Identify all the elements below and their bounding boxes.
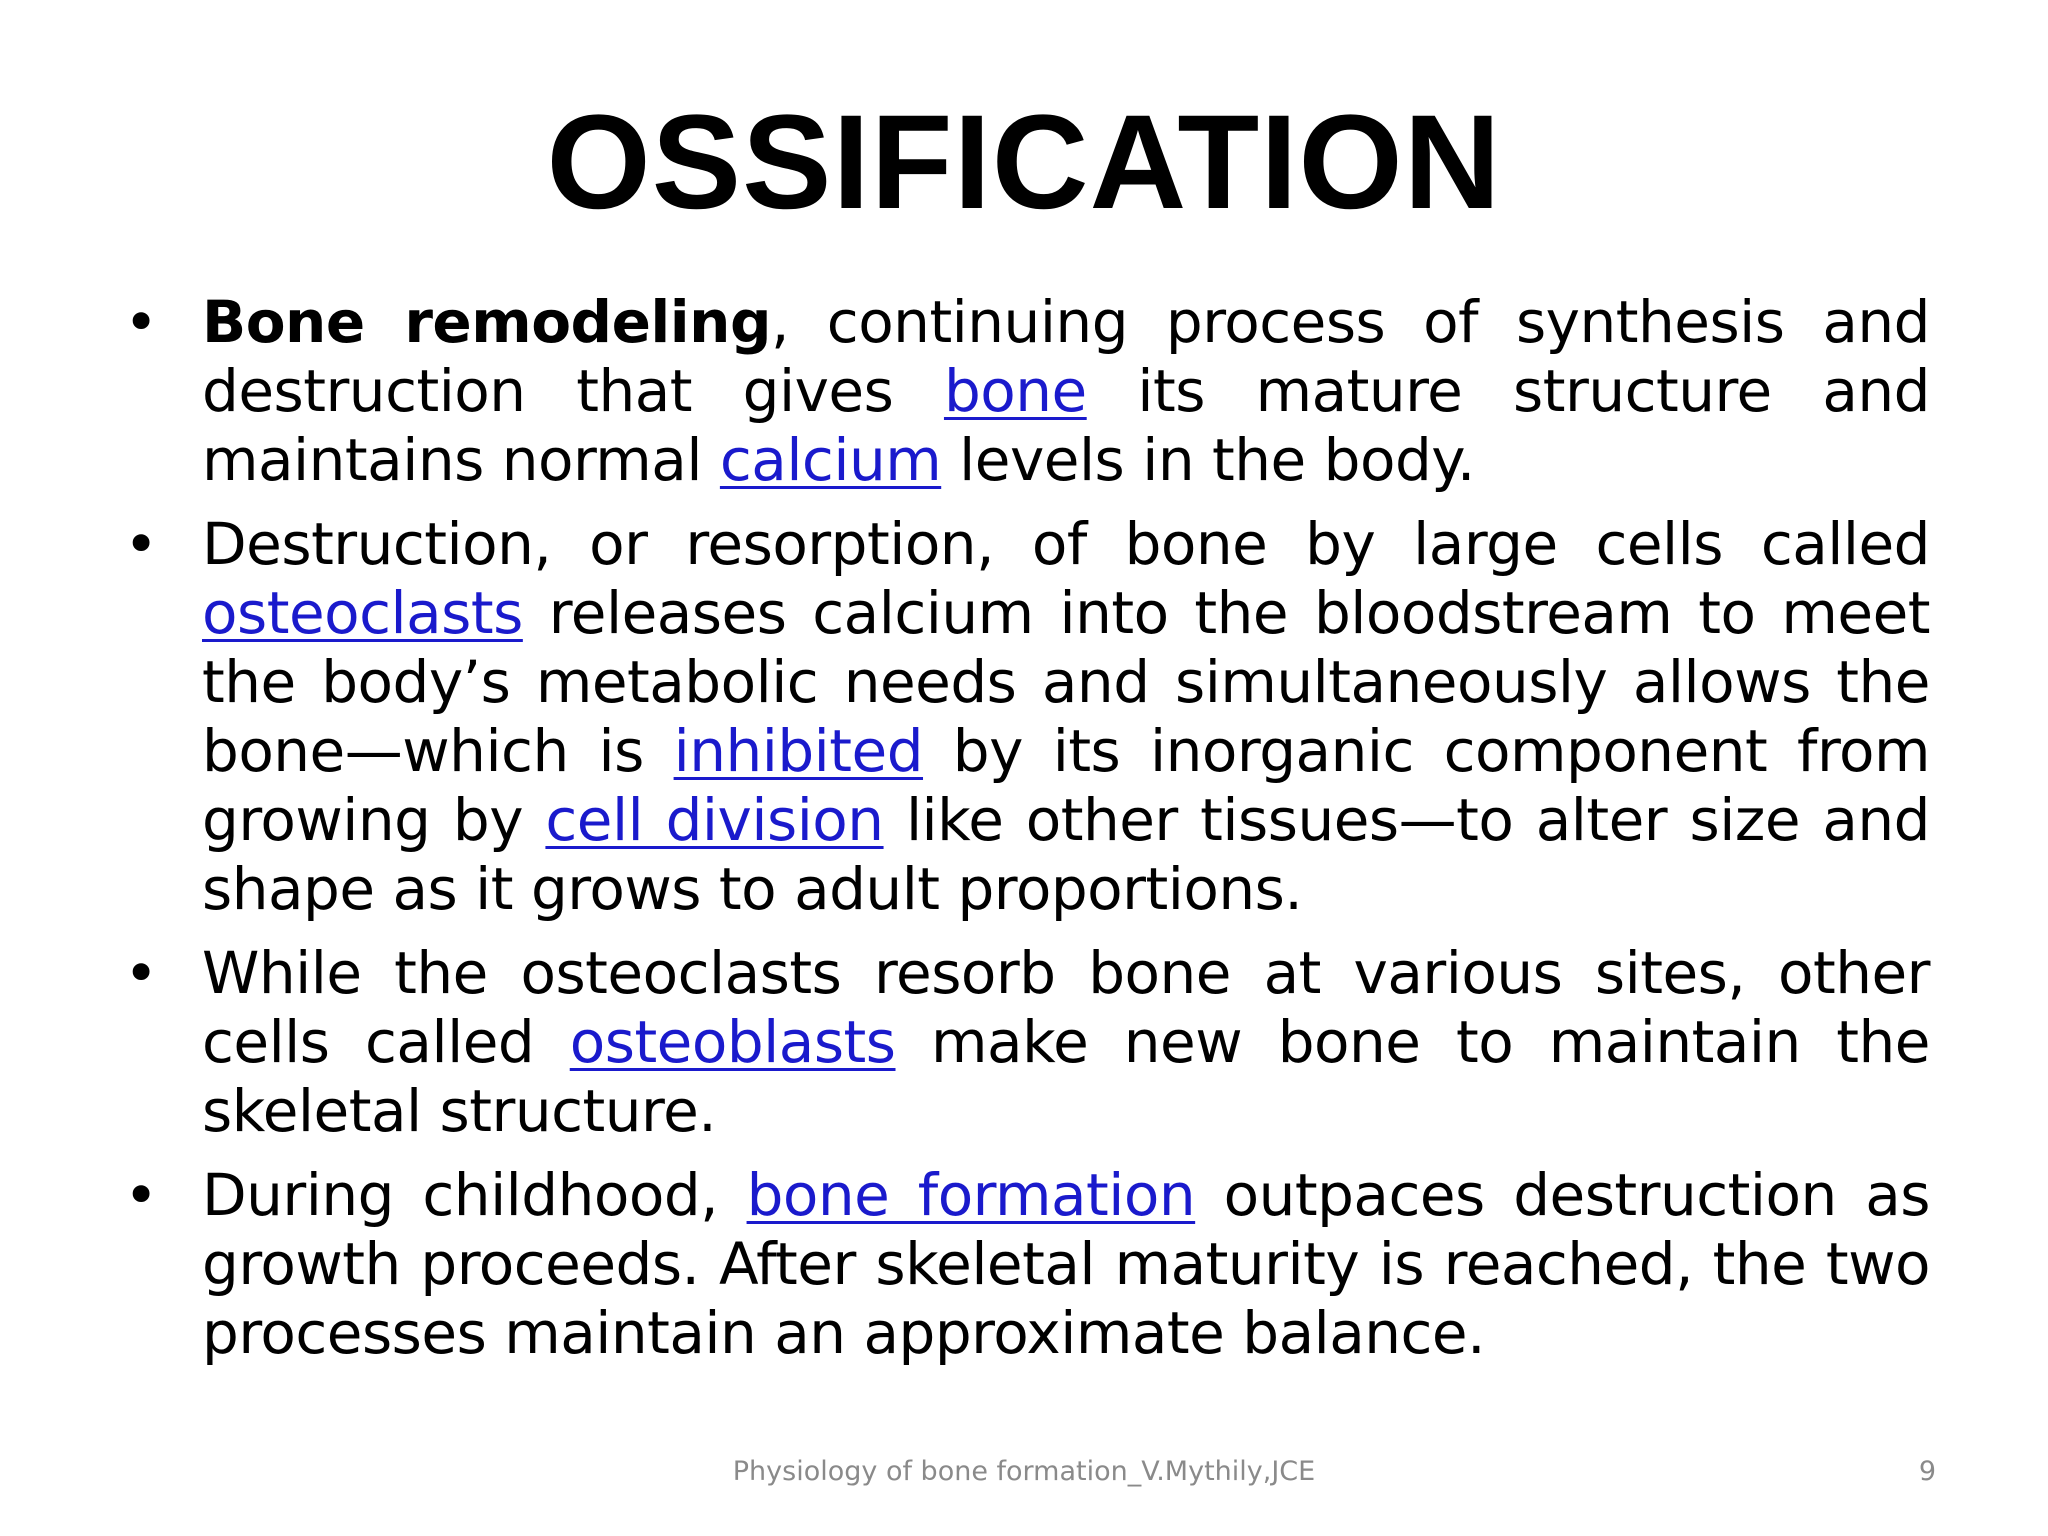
link-osteoblasts[interactable]: osteoblasts: [569, 1008, 896, 1076]
link-cell-division[interactable]: cell division: [545, 786, 884, 854]
link-inhibited[interactable]: inhibited: [673, 717, 924, 785]
bullet-text: like other tissues—to alter size and shape as it grows to adult proportions.: [202, 786, 1931, 923]
bullet-text: releases calcium into the bloodstream to meet the body’s metabolic needs and simultaneously allows the bone—which is: [202, 579, 1930, 785]
bullet-text: , continuing process of synthesis and destruction that gives: [202, 288, 1930, 425]
bullet-item-destruction: [118, 510, 1930, 924]
bullet-text: make new bone to maintain the skeletal structure.: [202, 1008, 1930, 1145]
bullet-icon: •: [124, 1161, 158, 1229]
bullet-text: Destruction, or resorption, of bone by large cells called: [202, 510, 1930, 578]
slide-title: OSSIFICATION: [546, 88, 1502, 237]
bullet-item-childhood: [118, 1161, 1930, 1368]
bullet-icon: •: [124, 510, 158, 578]
bullet-text: by its inorganic component from growing by: [202, 717, 1930, 854]
bullet-text: levels in the body.: [941, 426, 1475, 494]
link-calcium[interactable]: calcium: [719, 426, 942, 494]
link-bone[interactable]: bone: [943, 357, 1087, 425]
bullet-item-bone-remodeling: [118, 288, 1930, 495]
link-osteoclasts[interactable]: osteoclasts: [202, 579, 523, 647]
bullet-text: its mature structure and maintains normal: [202, 357, 1930, 494]
bullet-text: outpaces destruction as growth proceeds. After skeletal maturity is reached, the two processes maintain an approximate balance.: [202, 1161, 1930, 1367]
slide-footer: Physiology of bone formation_V.Mythily,JCE: [732, 1456, 1316, 1487]
link-bone-formation[interactable]: bone formation: [746, 1161, 1196, 1229]
page-number: 9: [1918, 1456, 1936, 1487]
bullet-list: [118, 288, 1930, 1383]
bullet-item-osteoblasts: [118, 939, 1930, 1146]
bullet-icon: •: [124, 288, 158, 356]
bold-term: Bone remodeling: [202, 288, 771, 356]
bullet-text: While the osteoclasts resorb bone at various sites, other cells called: [202, 939, 1930, 1076]
bullet-text: During childhood,: [202, 1161, 747, 1229]
bullet-icon: •: [124, 939, 158, 1007]
